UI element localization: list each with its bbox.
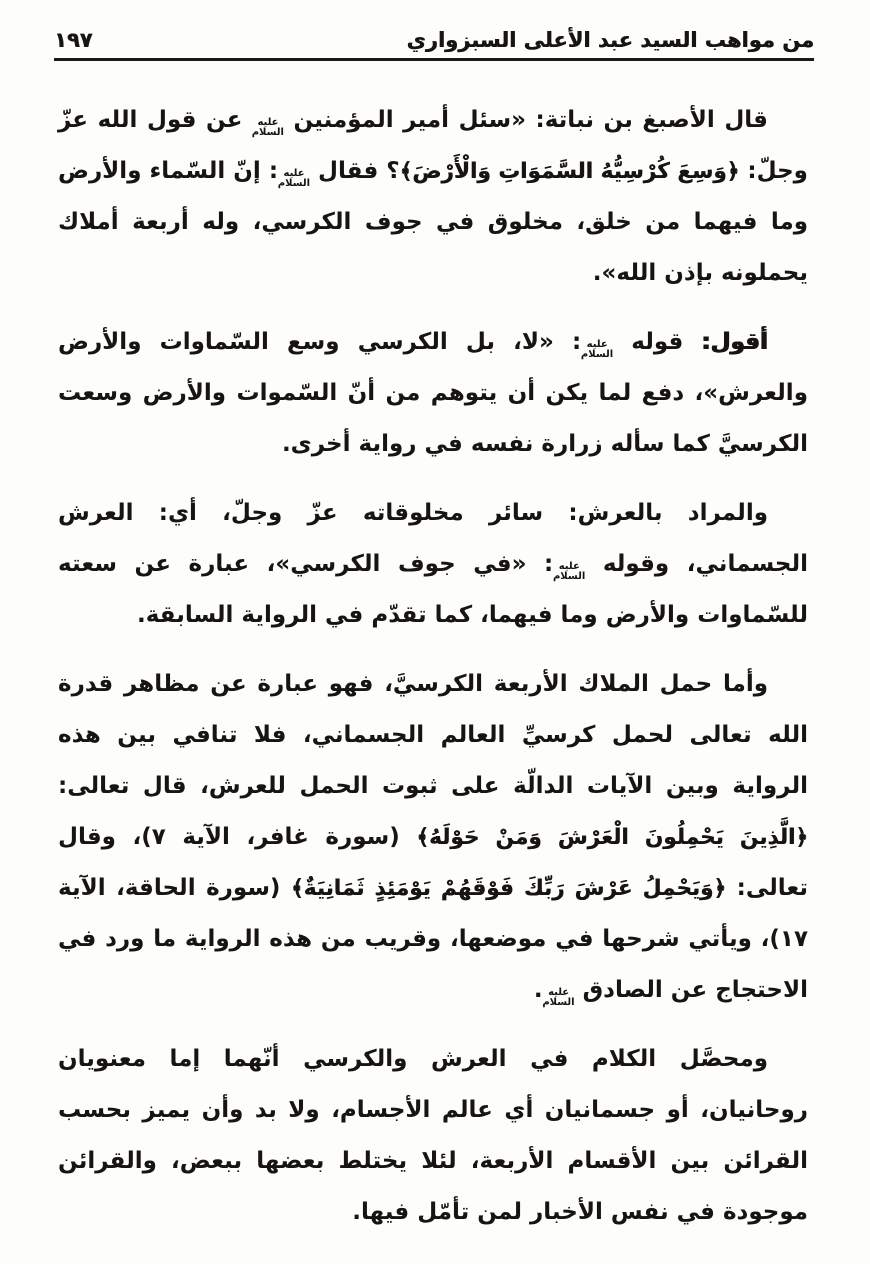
body-text-run: (سورة الحاقة، الآية ١٧)، ويأتي شرحها في موضعها، وقريب من هذه الرواية ما ورد في الاحتجاج عن الصادق: [58, 875, 808, 1003]
alayhis-salam-symbol: عليه السلام: [542, 986, 575, 1008]
quran-verse: ﴿الَّذِينَ يَحْمِلُونَ الْعَرْشَ وَمَنْ حَوْلَهُ﴾: [416, 825, 808, 850]
paragraph-aqool-commentary: [58, 317, 808, 470]
body-text-run: عن قول الله عزّ وجلّ:: [58, 107, 808, 184]
paragraph-four-angels: [58, 659, 808, 1016]
alayhis-salam-symbol: عليه السلام: [277, 167, 311, 189]
body-text-run: : «في جوف الكرسي»، عبارة عن سعته للسّماوات والأرض وما فيهما، كما تقدّم في الرواية السابقة.: [58, 551, 808, 628]
alayhis-salam-symbol: عليه السلام: [552, 560, 586, 582]
body-text-run: (سورة غافر، الآية ٧)، وقال تعالى:: [58, 824, 808, 901]
paragraph-asbagh-narration: [58, 95, 808, 299]
body-text-run: ومحصَّل الكلام في العرش والكرسي أنّهما إما معنويان روحانيان، أو جسمانيان أي عالم الأجسام، ولا بد وأن يميز بحسب القرائن بين الأقسام الأربعة، لئلا يختلط بعضها ببعض، والقرائن موجودة في نفس الأخبار لمن تأمّل فيها.: [58, 1046, 808, 1225]
body-text-run: : إنّ السّماء والأرض وما فيهما من خلق، مخلوق في جوف الكرسي، وله أربعة أملاك يحملونه بإذن الله».: [58, 158, 808, 286]
body-text-run: ؟ فقال: [310, 158, 400, 184]
body-text-run: : «لا، بل الكرسي وسع السّماوات والأرض والعرش»، دفع لما يكن أن يتوهم من أنّ السّموات والأرض وسعت الكرسيَّ كما سأله زرارة نفسه في رواية أخرى.: [58, 329, 808, 457]
paragraph-summary: [58, 1034, 808, 1238]
body-text-run: والمراد بالعرش: سائر مخلوقاته عزّ وجلّ، أي: العرش الجسماني، وقوله: [58, 500, 808, 577]
page-number: ١٩٧: [54, 28, 93, 52]
quran-verse: ﴿وَيَحْمِلُ عَرْشَ رَبِّكَ فَوْقَهُمْ يَوْمَئِذٍ ثَمَانِيَةٌ﴾: [290, 876, 727, 901]
body-text-run: قوله: [613, 329, 702, 355]
page-body: [0, 61, 870, 1238]
body-text-run: .: [533, 977, 543, 1003]
body-text-run: قال الأصبغ بن نباتة: «سئل أمير المؤمنين: [283, 107, 768, 133]
paragraph-lead: أقول:: [701, 329, 768, 355]
quran-verse: ﴿وَسِعَ كُرْسِيُّهُ السَّمَوَاتِ وَالْأَرْضَ﴾: [399, 159, 740, 184]
page-header: [0, 0, 870, 52]
paragraph-meaning-of-arsh: [58, 488, 808, 641]
alayhis-salam-symbol: عليه السلام: [580, 338, 614, 360]
book-title: من مواهب السيد عبد الأعلى السبزواري: [406, 28, 814, 52]
body-text-run: وأما حمل الملاك الأربعة الكرسيَّ، فهو عبارة عن مظاهر قدرة الله تعالى لحمل كرسيِّ العالم الجسماني، فلا تنافي بين هذه الرواية وبين الآيات الدالّة على ثبوت الحمل للعرش، قال تعالى:: [58, 671, 808, 799]
alayhis-salam-symbol: عليه السلام: [251, 116, 284, 138]
